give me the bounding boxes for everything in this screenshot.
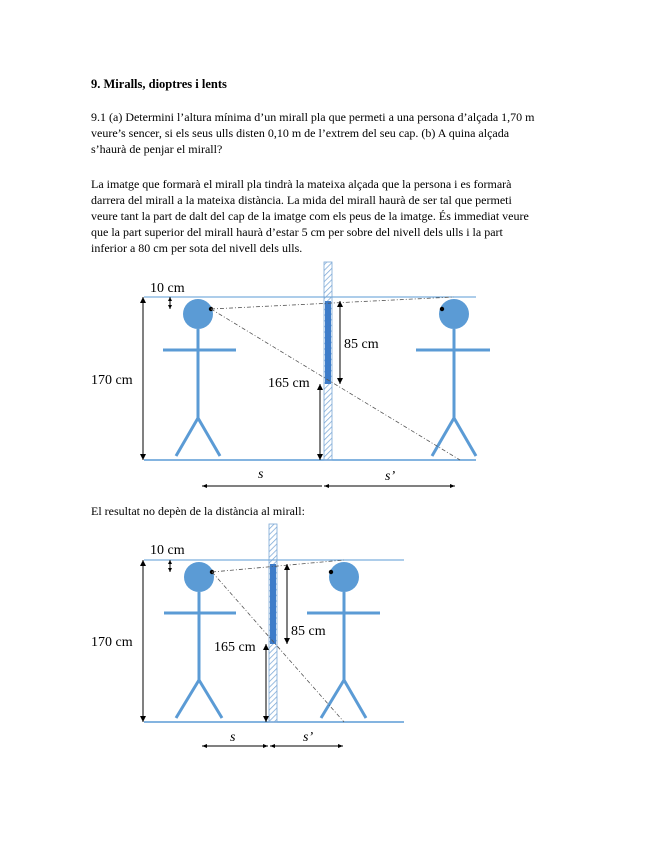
question-line: 9.1 (a) Determini l’altura mínima d’un mirall pla que permeti a una persona d’alçada 1,70 m: [91, 110, 535, 124]
mirror-size-label: 85 cm: [291, 624, 326, 639]
answer-line: darrera del mirall a la mateixa distància. La mida del mirall haurà de ser tal que permeti: [91, 193, 512, 207]
section-heading: 9. Miralls, dioptres i lents: [91, 77, 227, 91]
image-figure: [307, 562, 380, 718]
eye-icon: [329, 570, 333, 574]
s-label: s: [230, 730, 236, 745]
sight-ray-top: [212, 560, 344, 572]
s-prime-label: s’: [303, 730, 314, 745]
question-line: veure’s sencer, si els seus ulls disten 0,10 m de l’extrem del seu cap. (b) A quina alçada: [91, 126, 510, 140]
mirror-bottom-label: 165 cm: [268, 376, 310, 391]
mirror-size-label: 85 cm: [344, 337, 379, 352]
head-label: 10 cm: [150, 281, 185, 296]
answer-line: inferior a 80 cm per sota del nivell dels ulls.: [91, 241, 303, 255]
s-label: s: [258, 467, 264, 482]
mirror: [270, 564, 276, 644]
height-label: 170 cm: [91, 635, 133, 650]
answer-line: que la part superior del mirall haurà d’estar 5 cm per sobre del nivell dels ulls i la part: [91, 225, 503, 239]
s-prime-label: s’: [385, 469, 396, 484]
height-label: 170 cm: [91, 373, 133, 388]
result-text: El resultat no depèn de la distància al mirall:: [91, 504, 305, 518]
question-line: s’haurà de penjar el mirall?: [91, 142, 223, 156]
head-label: 10 cm: [150, 543, 185, 558]
answer-line: veure tant la part de dalt del cap de la imatge com els peus de la imatge. És immediat veure: [91, 209, 529, 223]
answer-line: La imatge que formarà el mirall pla tindrà la mateixa alçada que la persona i es formarà: [91, 177, 512, 191]
mirror-bottom-label: 165 cm: [214, 640, 256, 655]
